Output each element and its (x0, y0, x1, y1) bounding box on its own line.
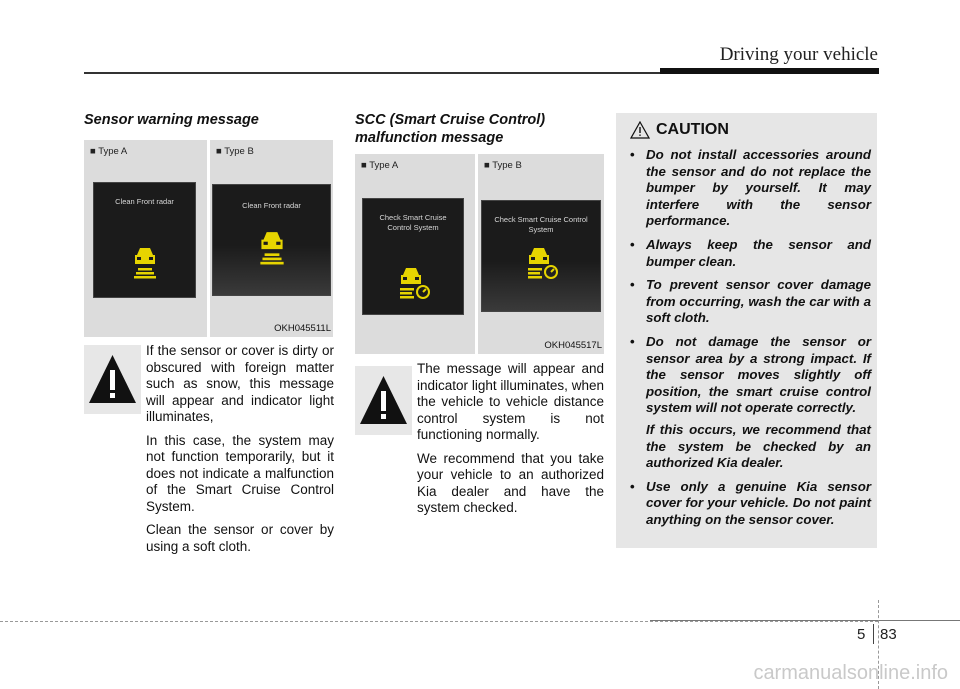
header-title: Driving your vehicle (719, 44, 878, 65)
screen-message: Check Smart Cruise Control System (379, 213, 447, 232)
scc-panel-type-a (355, 154, 475, 354)
scc-panel-type-b (478, 154, 604, 354)
scc-figure (355, 154, 604, 354)
sensor-panel-type-a (84, 140, 207, 337)
cluster-screen-type-b (212, 184, 331, 296)
sensor-body-text (146, 343, 334, 562)
front-car-indicator-icon (132, 245, 158, 279)
footer-rule (0, 621, 878, 622)
screen-message: Clean Front radar (115, 197, 174, 206)
title-line: malfunction message (355, 130, 504, 146)
title-line: SCC (Smart Cruise Control) (355, 112, 546, 128)
cluster-screen-type-b (481, 200, 601, 312)
scc-body-text (417, 361, 604, 524)
watermark: carmanualsonline.info (753, 662, 948, 684)
type-b-label: ■ Type B (484, 160, 522, 171)
warning-triangle-icon (84, 345, 141, 414)
caution-triangle-icon (630, 121, 650, 139)
chapter-number: 5 (857, 626, 866, 643)
sensor-panel-type-b (210, 140, 333, 337)
caution-item: • Always keep the sensor and bumper clean. (628, 237, 871, 270)
paragraph: The message will appear and indicator light illuminates, when the vehicle to vehicle distance control system is not functioning normally. (417, 361, 604, 442)
caution-item: • To prevent sensor cover damage from occurring, wash the car with a soft cloth. (628, 277, 871, 327)
caution-item: • Use only a genuine Kia sensor cover for your vehicle. Do not paint anything on the sensor cover. (628, 479, 871, 529)
paragraph: We recommend that you take your vehicle to an authorized Kia dealer and have the system checked. (417, 450, 604, 515)
figure-code: OKH045511L (274, 323, 331, 334)
caution-item: • Do not install accessories around the sensor and do not replace the bumper by yourself. It may interfere with the sensor performance. (628, 147, 871, 230)
screen-message: Clean Front radar (242, 201, 301, 210)
caution-list (628, 147, 871, 535)
warning-symbol-box (84, 345, 141, 414)
sensor-section-title: Sensor warning message (84, 112, 259, 128)
paragraph: Clean the sensor or cover by using a soft cloth. (146, 522, 334, 554)
scc-malfunction-indicator-icon (526, 245, 560, 279)
paragraph: In this case, the system may not function temporarily, but it does not indicate a malfunction of the Smart Cruise Control System. (146, 432, 334, 514)
paragraph: If the sensor or cover is dirty or obscured with foreign matter such as snow, this message will appear and indicator light illuminates, (146, 343, 334, 424)
type-b-label: ■ Type B (216, 146, 254, 157)
scc-section-title (355, 111, 545, 147)
caution-item: • Do not damage the sensor or sensor area by a strong impact. If the sensor moves slightly off position, the smart cruise control system will not operate correctly. (628, 334, 871, 417)
caution-heading-text: CAUTION (656, 121, 729, 138)
caution-heading (630, 121, 729, 139)
warning-symbol-box (355, 366, 412, 435)
cluster-screen-type-a (93, 182, 196, 298)
page-number: 83 (880, 626, 897, 643)
figure-code: OKH045517L (544, 340, 602, 351)
cluster-screen-type-a (362, 198, 464, 315)
front-car-indicator-icon (258, 229, 286, 265)
header-rule-accent (660, 68, 879, 74)
warning-triangle-icon (355, 366, 412, 435)
caution-box (616, 113, 877, 548)
type-a-label: ■ Type A (361, 160, 399, 171)
scc-malfunction-indicator-icon (398, 265, 432, 299)
sensor-figure (84, 140, 333, 337)
type-a-label: ■ Type A (90, 146, 128, 157)
page-number-separator (873, 624, 874, 644)
footer-rule-solid (650, 620, 960, 621)
caution-sub-paragraph: If this occurs, we recommend that the system be checked by an authorized Kia dealer. (646, 421, 871, 471)
screen-message: Check Smart Cruise Control System (494, 215, 588, 234)
